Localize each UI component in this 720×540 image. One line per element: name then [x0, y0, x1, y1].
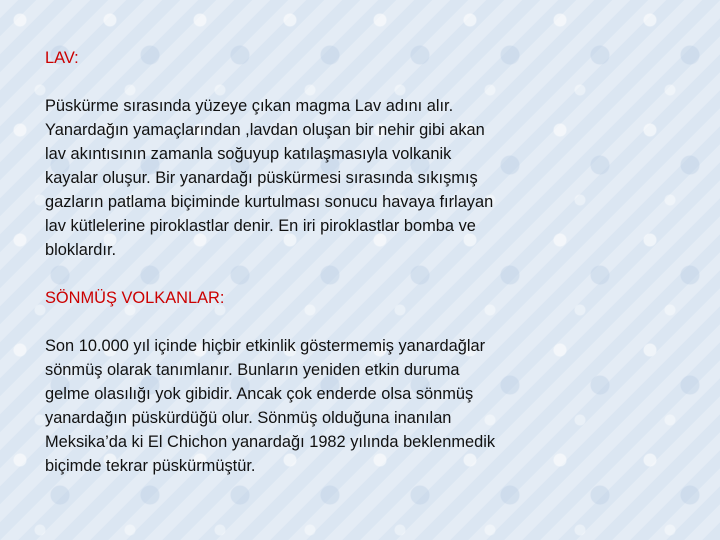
lav-line-4: kayalar oluşur. Bir yanardağı püskürmesi sırasında sıkışmış [45, 169, 478, 187]
sonmus-line-1: Son 10.000 yıl içinde hiçbir etkinlik göstermemiş yanardağlar [45, 337, 486, 355]
sonmus-volkanlar-paragraph [45, 334, 605, 478]
lav-heading: LAV: [45, 49, 79, 67]
lav-line-5: gazların patlama biçiminde kurtulması sonucu havaya fırlayan [45, 193, 494, 211]
lav-line-1: Püskürme sırasında yüzeye çıkan magma Lav adını alır. [45, 97, 454, 115]
lav-paragraph [45, 94, 605, 262]
lav-line-3: lav akıntısının zamanla soğuyup katılaşmasıyla volkanik [45, 145, 452, 163]
sonmus-line-2: sönmüş olarak tanımlanır. Bunların yeniden etkin duruma [45, 361, 460, 379]
spacer [45, 310, 605, 334]
sonmus-line-4: yanardağın püskürdüğü olur. Sönmüş olduğuna inanılan [45, 409, 452, 427]
slide-content [45, 46, 605, 478]
lav-line-7: bloklardır. [45, 241, 117, 259]
sonmus-line-3: gelme olasılığı yok gibidir. Ancak çok enderde olsa sönmüş [45, 385, 474, 403]
lav-line-6: lav kütlelerine piroklastlar denir. En iri piroklastlar bomba ve [45, 217, 476, 235]
spacer [45, 262, 605, 286]
sonmus-volkanlar-heading: SÖNMÜŞ VOLKANLAR: [45, 289, 225, 307]
spacer [45, 70, 605, 94]
sonmus-line-5: Meksika’da ki El Chichon yanardağı 1982 yılında beklenmedik [45, 433, 496, 451]
sonmus-line-6: biçimde tekrar püskürmüştür. [45, 457, 256, 475]
lav-line-2: Yanardağın yamaçlarından ,lavdan oluşan bir nehir gibi akan [45, 121, 485, 139]
